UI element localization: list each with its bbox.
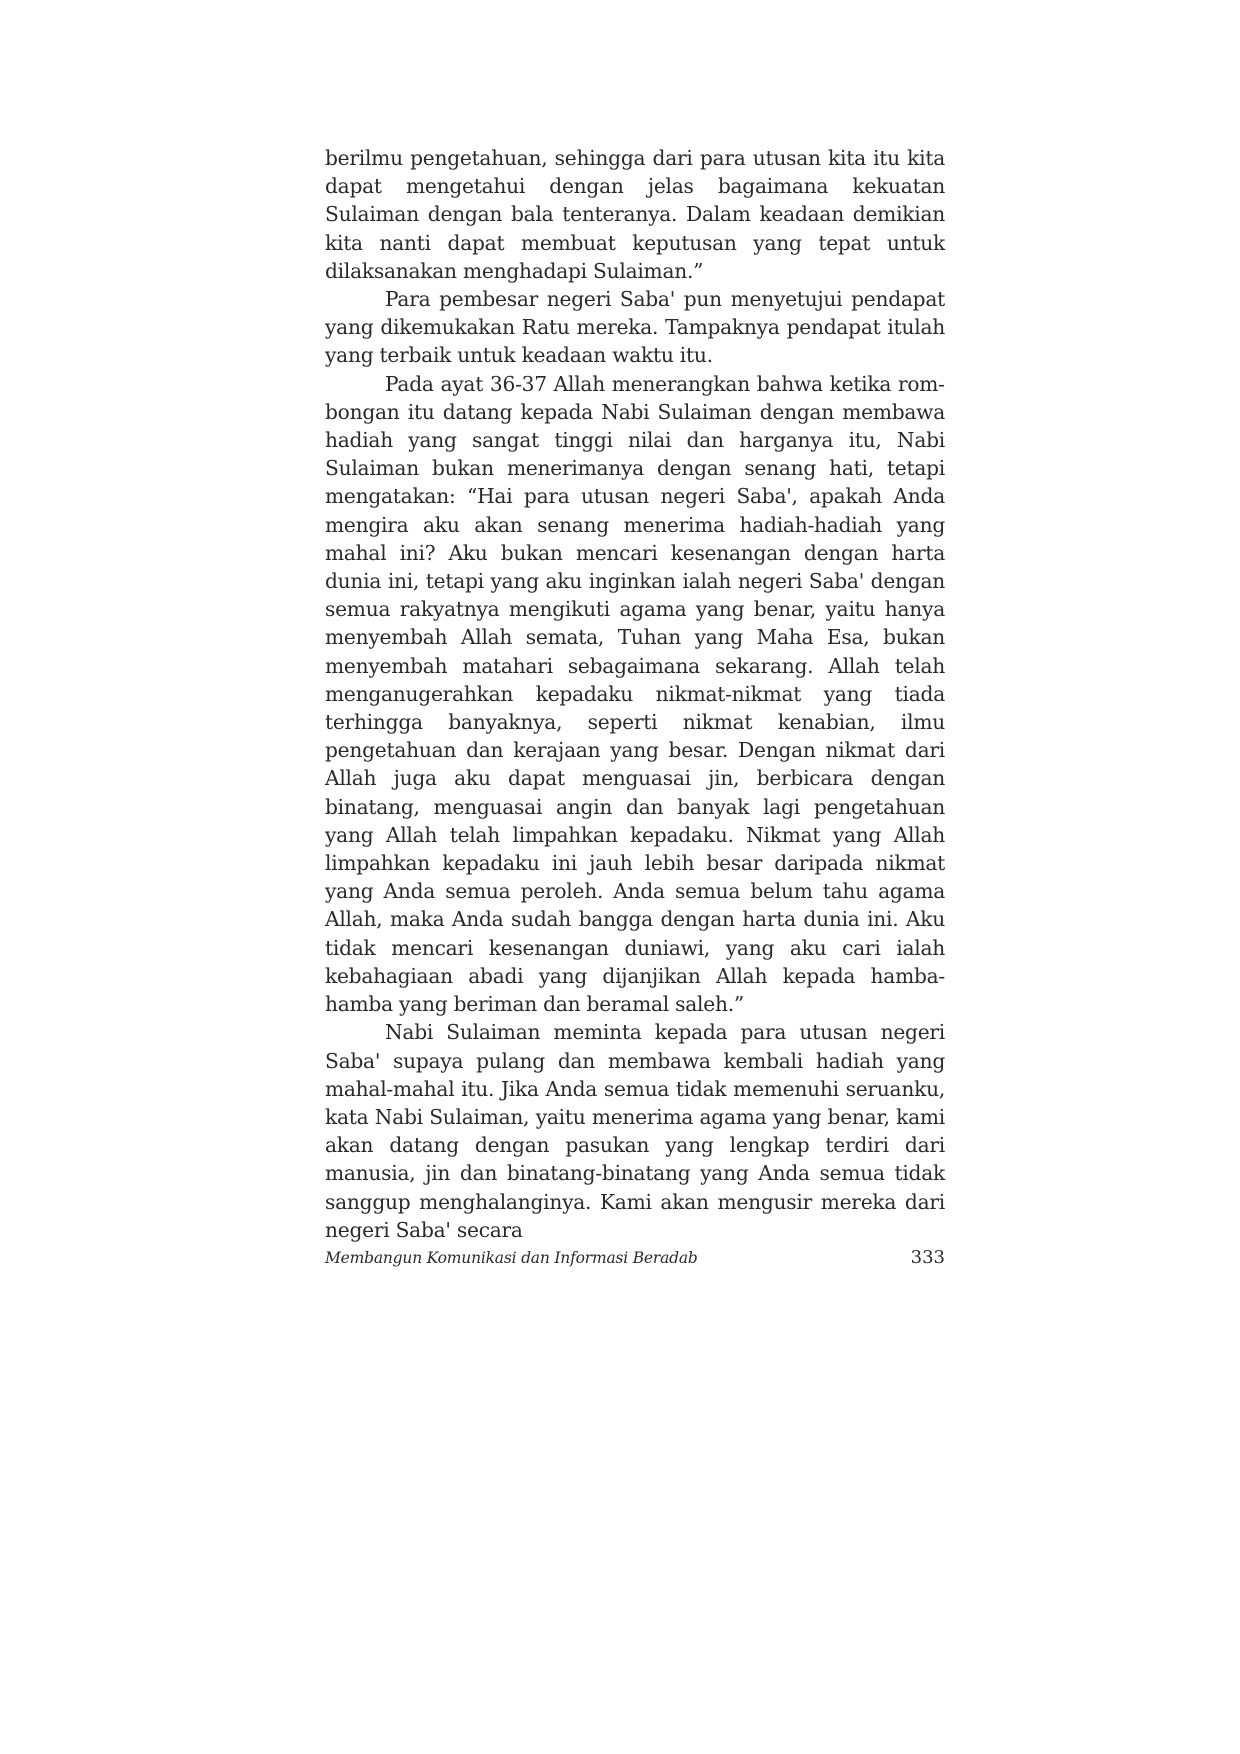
page-number: 333	[910, 1247, 945, 1268]
paragraph-1: berilmu pengetahuan, sehingga dari para utusan kita itu kita dapat mengetahui dengan jelas bagaimana kekuatan Sulaiman dengan bala tenteranya. Dalam keadaan demikian kita nanti dapat membuat keputusan yang tepat untuk dilaksanakan menghadapi Sulaiman.”	[325, 146, 945, 283]
running-footer-title: Membangun Komunikasi dan Informasi Beradab	[325, 1249, 698, 1267]
body-text	[325, 144, 945, 1244]
paragraph-3: Pada ayat 36-37 Allah menerangkan bahwa ketika rombongan itu datang kepada Nabi Sulaiman dengan membawa hadiah yang sangat tinggi nilai dan harganya itu, Nabi Sulaiman bukan menerimanya dengan senang hati, tetapi mengatakan: “Hai para utusan negeri Saba', apakah Anda mengira aku akan senang menerima hadiah-hadiah yang mahal ini? Aku bukan mencari kesenangan dengan harta dunia ini, tetapi yang aku inginkan ialah negeri Saba' dengan semua rakyatnya mengikuti agama yang benar, yaitu hanya menyembah Allah semata, Tuhan yang Maha Esa, bukan menyembah matahari sebagaimana sekarang. Allah telah menganugerahkan kepadaku nikmat-nikmat yang tiada terhingga banyaknya, seperti nikmat kenabian, ilmu pengetahuan dan kerajaan yang besar. Dengan nikmat dari Allah juga aku dapat menguasai jin, berbicara dengan binatang, menguasai angin dan banyak lagi pengetahuan yang Allah telah limpahkan kepadaku. Nikmat yang Allah limpahkan kepadaku ini jauh lebih besar daripada nikmat yang Anda semua peroleh. Anda semua belum tahu agama Allah, maka Anda sudah bangga dengan harta dunia ini. Aku tidak mencari kesenangan duniawi, yang aku cari ialah kebahagiaan abadi yang dijanjikan Allah kepada hamba-hamba yang beriman dan beramal saleh.”	[325, 371, 945, 1017]
paragraph-4: Nabi Sulaiman meminta kepada para utusan negeri Saba' supaya pulang dan membawa kembali hadiah yang mahal-mahal itu. Jika Anda semua tidak memenuhi seruanku, kata Nabi Sulaiman, yaitu menerima agama yang benar, kami akan datang dengan pasukan yang lengkap terdiri dari manusia, jin dan binatang-binatang yang Anda semua tidak sanggup menghalanginya. Kami akan mengusir mereka dari negeri Saba' secara	[325, 1020, 945, 1242]
paragraph-2: Para pembesar negeri Saba' pun menyetujui pendapat yang dikemukakan Ratu mereka. Tampaknya pendapat itulah yang terbaik untuk keadaan waktu itu.	[325, 287, 945, 368]
